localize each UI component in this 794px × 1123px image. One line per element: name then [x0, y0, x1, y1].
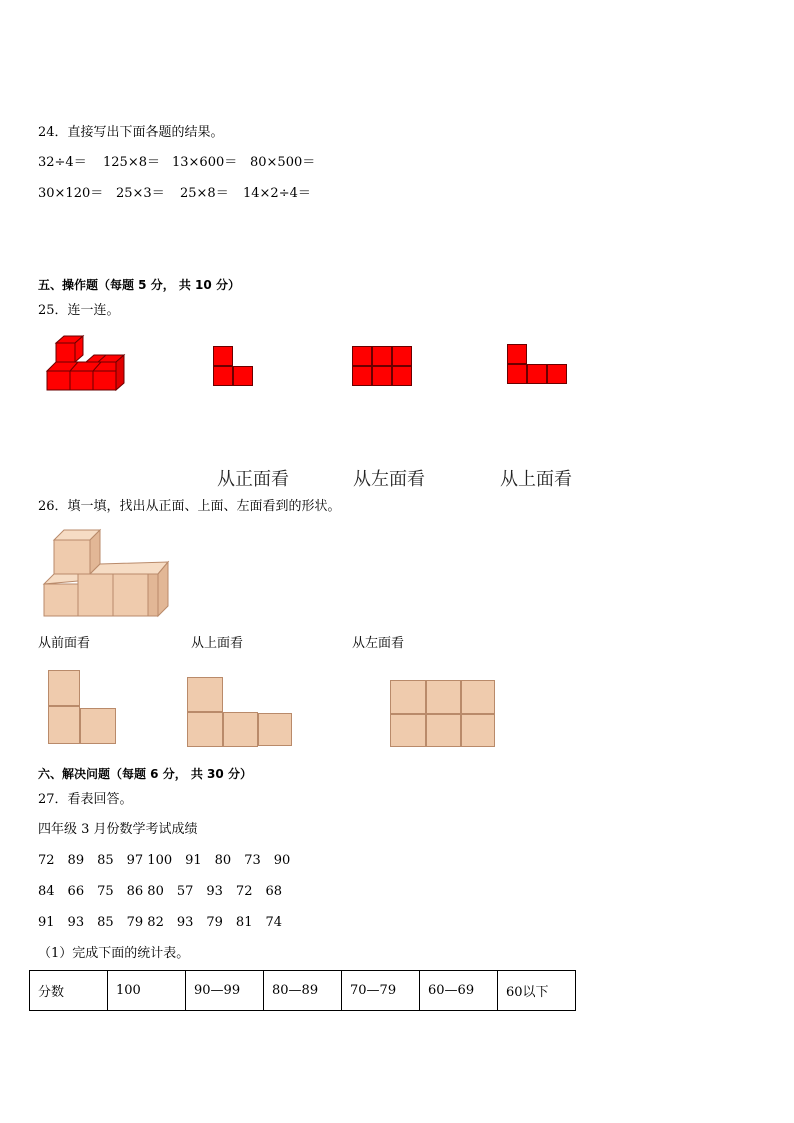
q26-label-front: 从前面看 — [38, 636, 91, 651]
tan-cube-solid-figure — [42, 528, 172, 620]
q24-item: 14×2÷4＝ — [243, 186, 311, 201]
table-cell: 60以下 — [498, 971, 576, 1011]
table-cell: 90—99 — [186, 971, 264, 1011]
q26-label-left: 从左面看 — [352, 636, 405, 651]
table-cell: 60—69 — [420, 971, 498, 1011]
q24-item: 32÷4＝ — [38, 155, 87, 170]
view-label-left: 从左面看 — [353, 469, 425, 490]
q24-item: 30×120＝ — [38, 186, 104, 201]
q26-label-top: 从上面看 — [191, 636, 244, 651]
q24-item: 80×500＝ — [250, 155, 316, 170]
q27-title: 27．看表回答。 — [38, 792, 133, 807]
q27-sub1: （1）完成下面的统计表。 — [38, 946, 190, 961]
table-row — [30, 971, 576, 1011]
section-heading: 五、操作题（每题 5 分， 共 10 分） — [38, 278, 240, 292]
q24-title: 24．直接写出下面各题的结果。 — [38, 125, 224, 140]
q24-item: 125×8＝ — [103, 155, 160, 170]
scores-row: 91 93 85 79 82 93 79 81 74 — [38, 915, 283, 930]
view-label-top: 从上面看 — [500, 469, 572, 490]
q24-item: 13×600＝ — [172, 155, 238, 170]
table-cell: 70—79 — [342, 971, 420, 1011]
scores-row: 72 89 85 97 100 91 80 73 90 — [38, 853, 291, 868]
red-cube-solid-figure — [44, 333, 128, 395]
q25-title: 25．连一连。 — [38, 303, 120, 318]
table-cell: 80—89 — [264, 971, 342, 1011]
scores-row: 84 66 75 86 80 57 93 72 68 — [38, 884, 283, 899]
table-cell: 100 — [108, 971, 186, 1011]
q27-caption: 四年级 3 月份数学考试成绩 — [38, 822, 198, 837]
q24-item: 25×3＝ — [116, 186, 165, 201]
statistics-table — [29, 970, 576, 1011]
table-cell: 分数 — [30, 971, 108, 1011]
view-label-front: 从正面看 — [217, 469, 289, 490]
q26-title: 26．填一填，找出从正面、上面、左面看到的形状。 — [38, 499, 341, 514]
q24-item: 25×8＝ — [180, 186, 229, 201]
section-heading: 六、解决问题（每题 6 分， 共 30 分） — [38, 767, 252, 781]
